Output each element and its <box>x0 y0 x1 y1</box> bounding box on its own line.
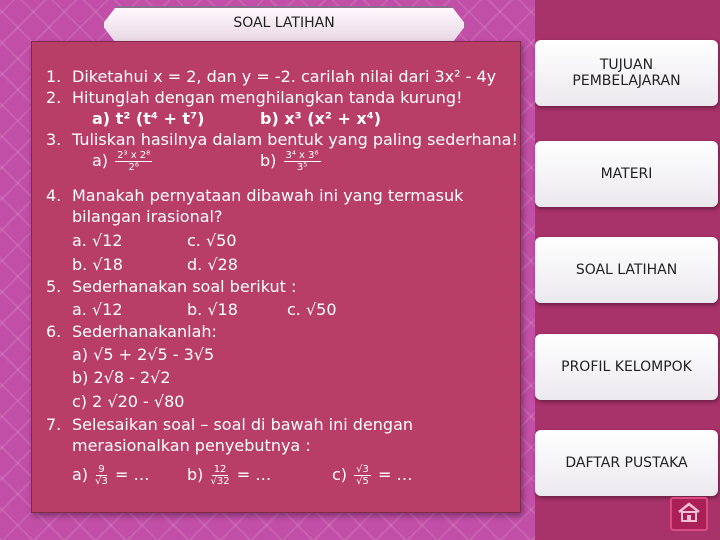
question-7-number: 7. <box>46 415 62 434</box>
question-7a <box>72 464 149 487</box>
fraction-denominator: 2⁶ <box>128 162 139 173</box>
page-title: SOAL LATIHAN <box>233 15 335 31</box>
nav-daftar-label: DAFTAR PUSTAKA <box>565 455 688 471</box>
question-3b-label: b) <box>260 151 277 170</box>
question-6-number: 6. <box>46 322 62 341</box>
question-7c-tail: = … <box>377 465 413 484</box>
nav-materi-label: MATERI <box>600 166 653 182</box>
question-1-text: Diketahui x = 2, dan y = -2. carilah nilai dari 3x² - 4y <box>72 67 497 86</box>
question-7b-tail: = … <box>236 465 272 484</box>
fraction-denominator: √5 <box>356 476 369 487</box>
question-5b: b. √18 <box>187 300 238 319</box>
home-button[interactable] <box>670 497 708 531</box>
question-6-text: Sederhanakanlah: <box>72 322 217 341</box>
question-7a-fraction <box>95 464 108 487</box>
question-5-number: 5. <box>46 277 62 296</box>
question-7c <box>332 464 412 487</box>
question-3b-fraction <box>284 150 321 173</box>
question-6b: b) 2√8 - 2√2 <box>72 368 171 387</box>
question-7c-label: c) <box>332 465 348 484</box>
question-2a: a) t² (t⁴ + t⁷) <box>92 109 205 128</box>
question-7c-fraction <box>354 464 371 487</box>
question-3-text: Tuliskan hasilnya dalam bentuk yang paling sederhana! <box>72 130 518 149</box>
question-3a <box>92 150 154 173</box>
question-5a: a. √12 <box>72 300 123 319</box>
question-7a-tail: = … <box>114 465 150 484</box>
question-7-text: Selesaikan soal – soal di bawah ini dengan <box>72 415 414 434</box>
question-2b: b) x³ (x² + x⁴) <box>260 109 382 128</box>
question-5c: c. √50 <box>287 300 337 319</box>
question-3a-label: a) <box>92 151 109 170</box>
nav-soal-label: SOAL LATIHAN <box>575 262 678 278</box>
question-4d: d. √28 <box>187 255 238 274</box>
nav-tujuan-pembelajaran-button[interactable] <box>535 40 718 106</box>
question-7a-label: a) <box>72 465 89 484</box>
fraction-denominator: √3 <box>95 476 108 487</box>
question-3b <box>260 150 323 173</box>
fraction-numerator: 9 <box>98 464 105 475</box>
question-6a: a) √5 + 2√5 - 3√5 <box>72 345 215 364</box>
fraction-denominator: 3⁵ <box>296 162 308 173</box>
nav-daftar-pustaka-button[interactable] <box>535 430 718 496</box>
question-4c: c. √50 <box>187 231 237 250</box>
fraction-numerator: 2³ x 2⁸ <box>117 150 151 161</box>
fraction-denominator: √32 <box>210 476 230 487</box>
nav-profil-label: PROFIL KELOMPOK <box>561 359 692 375</box>
question-4-text: Manakah pernyataan dibawah ini yang termasuk <box>72 186 464 205</box>
fraction-numerator: 3⁴ x 3⁶ <box>285 150 319 161</box>
question-7b-label: b) <box>187 465 204 484</box>
question-5-text: Sederhanakan soal berikut : <box>72 277 297 296</box>
question-2-number: 2. <box>46 88 62 107</box>
question-7b-fraction <box>211 464 230 487</box>
question-4b: b. √18 <box>72 255 123 274</box>
question-1-number: 1. <box>46 67 62 86</box>
nav-soal-latihan-button[interactable] <box>535 237 718 303</box>
question-4a: a. √12 <box>72 231 123 250</box>
nav-profil-kelompok-button[interactable] <box>535 334 718 400</box>
fraction-numerator: 12 <box>213 464 227 475</box>
home-icon <box>677 502 701 526</box>
question-7-text-line2: merasionalkan penyebutnya : <box>72 436 311 455</box>
nav-tujuan-label: TUJUAN PEMBELAJARAN <box>572 57 681 89</box>
question-2-text: Hitunglah dengan menghilangkan tanda kurung! <box>72 88 463 107</box>
question-3a-fraction <box>115 150 152 173</box>
content-panel <box>31 41 521 513</box>
question-3-number: 3. <box>46 130 62 149</box>
question-4-number: 4. <box>46 186 62 205</box>
question-7b <box>187 464 271 487</box>
fraction-numerator: √3 <box>356 464 369 475</box>
nav-materi-button[interactable] <box>535 141 718 207</box>
question-6c: c) 2 √20 - √80 <box>72 392 185 411</box>
question-4-text-line2: bilangan irasional? <box>72 207 223 226</box>
